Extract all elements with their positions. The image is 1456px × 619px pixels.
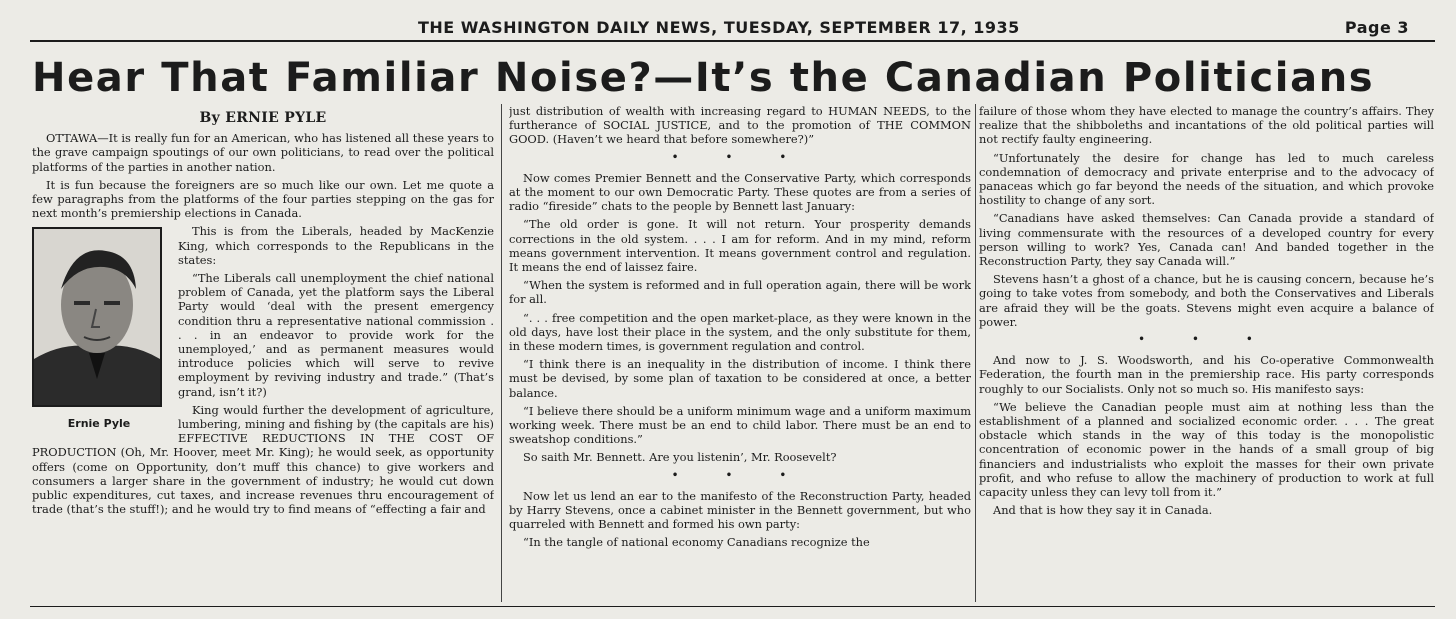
article-column-3 [979, 104, 1434, 604]
paragraph: “I think there is an inequality in the distribution of income. I think there must be devised, by some plan of taxation to be considered at once, a better balance. [509, 357, 971, 400]
author-photo [32, 227, 162, 407]
newspaper-dateline: THE WASHINGTON DAILY NEWS, TUESDAY, SEPTEMBER 17, 1935 [418, 18, 1020, 37]
paragraph: And that is how they say it in Canada. [993, 503, 1213, 518]
paragraph: And now to J. S. Woodsworth, and his Co-operative Commonwealth Federation, the fourth man in the premiership race. His party corresponds roughly to our Socialists. Only not so much so. His manifesto says: [979, 353, 1434, 396]
page-number: Page 3 [1344, 18, 1409, 37]
paragraph: “I believe there should be a uniform minimum wage and a uniform maximum working week. There must be an end to child labor. There must be an end to sweatshop conditions.” [509, 403, 971, 447]
column-divider [501, 104, 502, 602]
section-separator: • • • [1138, 334, 1275, 346]
photo-caption: Ernie Pyle [67, 417, 131, 431]
paragraph: “Unfortunately the desire for change has led to much careless condemnation of democracy and private enterprise and to the advocacy of panaceas which go far beyond the needs of the situation, and which provoke hostility to change of any sort. [979, 150, 1434, 208]
paragraph: “. . . free competition and the open market-place, as they were known in the old days, have lost their place in the system, and the only substitute for them, in these modern times, is government regulation and control. [509, 310, 971, 354]
masthead [30, 14, 1435, 42]
section-separator: • • • [671, 469, 809, 481]
paragraph: “In the tangle of national economy Canadians recognize the [523, 535, 870, 550]
author-photo-block [32, 227, 166, 431]
paragraph: King would further the development of agriculture, lumbering, mining and fishing by (the capitals are his) EFFECTIVE REDUCTIONS IN THE COST OF PRODUCTION (Oh, Mr. Hoover, meet Mr. King); he would seek, as opportunity offers (come on Opportunity, don’t muff this chance) to give workers and consumers a larger share in the government of industry; he would cut down public expenditures, cut taxes, and increase revenues thru encouragement of trade (that’s the stuff!); and he would try to find means of “effecting a fair and [32, 402, 494, 517]
portrait-image [34, 229, 160, 405]
byline: By ERNIE PYLE [199, 110, 327, 126]
headline: Hear That Familiar Noise?—It’s the Canadian Politicians [32, 55, 1375, 101]
bottom-rule [30, 606, 1435, 607]
paragraph: Now let us lend an ear to the manifesto of the Reconstruction Party, headed by Harry Stevens, once a cabinet minister in the Bennett government, but who quarreled with Bennett and formed his own party: [509, 488, 971, 532]
paragraph: So saith Mr. Bennett. Are you listenin’, Mr. Roosevelt? [523, 450, 837, 465]
paragraph: just distribution of wealth with increasing regard to HUMAN NEEDS, to the furtherance of SOCIAL JUSTICE, and to the promotion of THE COMMON GOOD. (Haven’t we heard that before somewhere?)” [509, 104, 971, 147]
article-column-1 [32, 104, 494, 604]
paragraph: “The Liberals call unemployment the chief national problem of Canada, yet the platform says the Liberal Party would ‘deal with the present emergency condition thru a representative national commission . . . in an endeavor to provide work for the unemployed,’ and as permanent measures would introduce policies which will serve to revive employment by reviving industry and trade.” (That’s grand, isn’t it?) [178, 271, 494, 399]
section-separator: • • • [671, 151, 809, 163]
paragraph: Now comes Premier Bennett and the Conservative Party, which corresponds at the moment to our own Democratic Party. These quotes are from a series of radio “fireside” chats to the people by Bennett last January: [509, 170, 971, 214]
article-column-2 [509, 104, 971, 604]
paragraph: “We believe the Canadian people must aim at nothing less than the establishment of a planned and socialized economic order. . . . The great obstacle which stands in the way of this today is the monopolistic concentration of economic power in the hands of a small group of big financiers and industrialists who exploit the masses for their own private profit, and who refuse to allow the machinery of production to work at full capacity unless they can levy toll from it.” [979, 399, 1434, 500]
paragraph: “When the system is reformed and in full operation again, there will be work for all. [509, 278, 971, 307]
column-divider [975, 104, 976, 602]
paragraph: It is fun because the foreigners are so much like our own. Let me quote a few paragraphs from the platforms of the four parties stepping on the gas for next month’s premiership elections in Canada. [32, 177, 494, 221]
paragraph: “The old order is gone. It will not return. Your prosperity demands corrections in the old system. . . . I am for reform. And in my mind, reform means government intervention. It means government control and regulation. It means the end of laissez faire. [509, 217, 971, 275]
paragraph: “Canadians have asked themselves: Can Canada provide a standard of living commensurate with the resources of a developed country for every person willing to work? Yes, Canada can! And banded together in the Reconstruction Party, they say Canada will.” [979, 211, 1434, 269]
paragraph: This is from the Liberals, headed by MacKenzie King, which corresponds to the Republicans in the states: [178, 224, 494, 267]
paragraph: OTTAWA—It is really fun for an American, who has listened all these years to the grave campaign spoutings of our own politicians, to read over the political platforms of the parties in another nation. [32, 131, 494, 174]
paragraph: Stevens hasn’t a ghost of a chance, but he is causing concern, because he’s going to take votes from somebody, and both the Conservatives and Liberals are afraid they will be the goats. Stevens might even acquire a balance of power. [979, 272, 1434, 329]
paragraph: failure of those whom they have elected to manage the country’s affairs. They realize that the shibboleths and incantations of the old political parties will not rectify faulty engineering. [979, 104, 1434, 147]
